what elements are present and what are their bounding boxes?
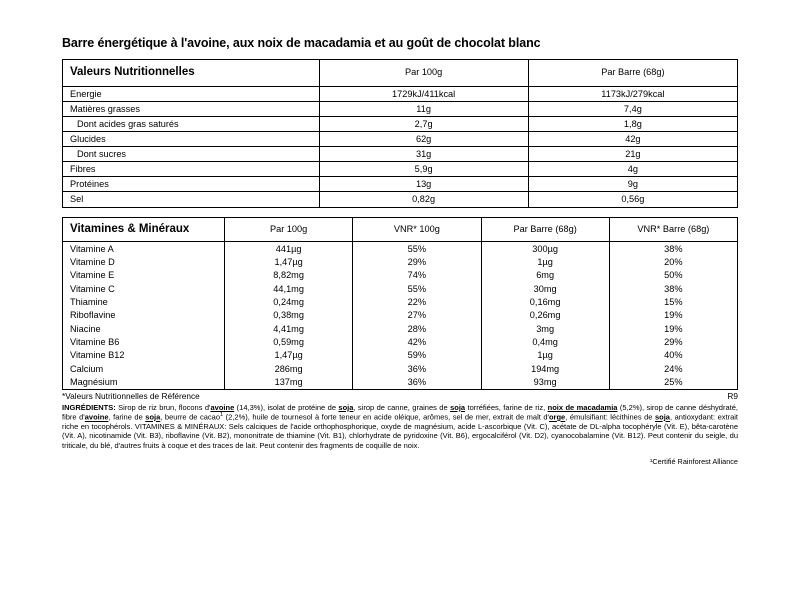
- table-row: [63, 147, 738, 162]
- vitamins-col-header-0: Par 100g: [225, 217, 353, 242]
- vitamin-row-value: 8,82mg: [225, 269, 353, 282]
- ingredients-paragraph: INGRÉDIENTS: Sirop de riz brun, flocons d'avoine (14,3%), isolat de protéine de soja, sirop de canne, graines de soja torréfiées, farine de riz, noix de macadamia (5,2%), sirop de canne déshydraté, fibre d'avoine, farine de soja, beurre de cacao$^1$ (2,2%), huile de tournesol à forte teneur en acide oléique, arômes, sel de mer, extrait de malt d'orge, émulsifiant: lécithines de soja, antioxydant: extrait riche en tocophérols. VITAMINES & MINÉRAUX: Sels calciques de l'acide orthophosphorique, oxyde de magnésium, acide L-ascorbique (Vit. C), acétate de DL-alpha tocophéryle (Vit. E), bêta-carotène (Vit. A), nicotinamide (Vit. B3), riboflavine (Vit. B2), mononitrate de thiamine (Vit. B1), chlorhydrate de pyridoxine (Vit. B6), ergocalciférol (Vit. D2), cyanocobalamine (Vit. B12). Peut contenir du seigle, du triticale, du blé, d'autres fruits à coque et des traces de lait. Peut contenir des fragments de coquille de noix.: [62, 402, 738, 450]
- table-row: [63, 101, 738, 116]
- revision-code: R9: [727, 390, 738, 401]
- table-row: [63, 362, 738, 375]
- vitamin-row-label: Thiamine: [70, 297, 108, 308]
- nutrition-row-value: 7,4g: [528, 101, 737, 116]
- table-row: [63, 116, 738, 131]
- table-row: [63, 375, 738, 389]
- vitamins-table: [62, 217, 738, 390]
- vitamin-row-value: 1,47µg: [225, 256, 353, 269]
- vitamin-row-value: 286mg: [225, 362, 353, 375]
- vitamin-row-value: 300µg: [481, 242, 609, 256]
- nutrition-row-value: 31g: [319, 147, 528, 162]
- vitamin-row-value: 42%: [353, 335, 481, 348]
- vitamins-col-header-2: Par Barre (68g): [481, 217, 609, 242]
- vnr-footnote: *Valeurs Nutritionnelles de Référence: [62, 390, 200, 401]
- table-row: [63, 242, 738, 256]
- nutrition-row-label: Glucides: [63, 131, 320, 146]
- vitamin-row-value: 0,4mg: [481, 335, 609, 348]
- vitamin-row-value: 38%: [609, 282, 737, 295]
- footnote-row: [62, 391, 738, 401]
- vitamin-row-value: 29%: [609, 335, 737, 348]
- table-row: [63, 322, 738, 335]
- table-row: [63, 282, 738, 295]
- nutrition-row-value: 1,8g: [528, 116, 737, 131]
- nutrition-table-header-row: [63, 60, 738, 87]
- vitamin-row-label: Riboflavine: [70, 310, 116, 321]
- table-row: [63, 349, 738, 362]
- vitamin-row-value: 19%: [609, 322, 737, 335]
- nutrition-row-value: 0,82g: [319, 192, 528, 207]
- nutrition-row-label: Matières grasses: [63, 101, 320, 116]
- vitamin-row-label: Vitamine B6: [70, 336, 120, 347]
- table-row: [63, 192, 738, 207]
- vitamin-row-value: 441µg: [225, 242, 353, 256]
- nutrition-col-header-0: Par 100g: [319, 60, 528, 87]
- vitamin-row-value: 25%: [609, 375, 737, 389]
- vitamin-row-label: Vitamine D: [70, 257, 115, 268]
- vitamin-row-value: 6mg: [481, 269, 609, 282]
- nutrition-col-header-1: Par Barre (68g): [528, 60, 737, 87]
- vitamin-row-value: 36%: [353, 362, 481, 375]
- vitamins-col-header-1: VNR* 100g: [353, 217, 481, 242]
- vitamin-row-value: 44,1mg: [225, 282, 353, 295]
- vitamin-row-value: 93mg: [481, 375, 609, 389]
- vitamin-row-value: 22%: [353, 296, 481, 309]
- nutrition-row-label: Dont acides gras saturés: [63, 116, 320, 131]
- vitamin-row-value: 194mg: [481, 362, 609, 375]
- table-row: [63, 86, 738, 101]
- table-row: [63, 162, 738, 177]
- vitamin-row-value: 19%: [609, 309, 737, 322]
- vitamin-row-label: Calcium: [70, 363, 104, 374]
- vitamin-row-value: 36%: [353, 375, 481, 389]
- vitamin-row-value: 38%: [609, 242, 737, 256]
- vitamin-row-value: 0,16mg: [481, 296, 609, 309]
- nutrition-table: [62, 59, 738, 208]
- table-row: [63, 269, 738, 282]
- vitamin-row-value: 137mg: [225, 375, 353, 389]
- nutrition-row-value: 0,56g: [528, 192, 737, 207]
- vitamins-table-header-row: [63, 217, 738, 242]
- nutrition-row-label: Protéines: [63, 177, 320, 192]
- vitamins-col-header-3: VNR* Barre (68g): [609, 217, 737, 242]
- vitamin-row-value: 24%: [609, 362, 737, 375]
- vitamin-row-label: Vitamine C: [70, 283, 115, 294]
- vitamin-row-value: 40%: [609, 349, 737, 362]
- table-row: [63, 309, 738, 322]
- nutrition-row-value: 2,7g: [319, 116, 528, 131]
- vitamin-row-value: 0,26mg: [481, 309, 609, 322]
- nutrition-row-value: 21g: [528, 147, 737, 162]
- vitamin-row-value: 55%: [353, 242, 481, 256]
- nutrition-row-value: 62g: [319, 131, 528, 146]
- vitamins-table-title: Vitamines & Minéraux: [70, 222, 190, 235]
- vitamin-row-value: 30mg: [481, 282, 609, 295]
- vitamin-row-value: 74%: [353, 269, 481, 282]
- nutrition-row-value: 9g: [528, 177, 737, 192]
- certification-footnote: ¹Certifié Rainforest Alliance: [649, 457, 738, 467]
- table-row: [63, 177, 738, 192]
- vitamin-row-value: 29%: [353, 256, 481, 269]
- vitamin-row-value: 20%: [609, 256, 737, 269]
- nutrition-row-value: 42g: [528, 131, 737, 146]
- vitamin-row-label: Magnésium: [70, 376, 118, 387]
- nutrition-row-value: 1729kJ/411kcal: [319, 86, 528, 101]
- nutrition-table-title: Valeurs Nutritionnelles: [70, 66, 195, 78]
- vitamin-row-value: 3mg: [481, 322, 609, 335]
- vitamin-row-value: 55%: [353, 282, 481, 295]
- nutrition-row-value: 13g: [319, 177, 528, 192]
- nutrition-row-label: Energie: [70, 88, 102, 99]
- vitamin-row-value: 27%: [353, 309, 481, 322]
- table-row: [63, 131, 738, 146]
- vitamin-row-value: 1µg: [481, 349, 609, 362]
- vitamin-row-label: Vitamine E: [70, 270, 115, 281]
- vitamin-row-value: 0,24mg: [225, 296, 353, 309]
- nutrition-row-value: 4g: [528, 162, 737, 177]
- nutrition-row-label: Sel: [63, 192, 320, 207]
- table-gap: [62, 208, 738, 217]
- vitamin-row-value: 1µg: [481, 256, 609, 269]
- page-title: Barre énergétique à l'avoine, aux noix de macadamia et au goût de chocolat blanc: [62, 36, 541, 50]
- table-row: [63, 335, 738, 348]
- vitamin-row-value: 59%: [353, 349, 481, 362]
- vitamin-row-value: 4,41mg: [225, 322, 353, 335]
- vitamin-row-value: 0,59mg: [225, 335, 353, 348]
- vitamin-row-value: 0,38mg: [225, 309, 353, 322]
- vitamin-row-value: 28%: [353, 322, 481, 335]
- nutrition-row-value: 5,9g: [319, 162, 528, 177]
- vitamin-row-label: Vitamine B12: [70, 350, 125, 361]
- table-row: [63, 256, 738, 269]
- nutrition-row-label: Fibres: [63, 162, 320, 177]
- vitamin-row-label: Vitamine A: [70, 243, 114, 254]
- vitamin-row-value: 1,47µg: [225, 349, 353, 362]
- nutrition-row-label: Dont sucres: [63, 147, 320, 162]
- nutrition-row-value: 1173kJ/279kcal: [528, 86, 737, 101]
- nutrition-row-value: 11g: [319, 101, 528, 116]
- table-row: [63, 296, 738, 309]
- vitamin-row-value: 15%: [609, 296, 737, 309]
- vitamin-row-value: 50%: [609, 269, 737, 282]
- vitamin-row-label: Niacine: [70, 323, 101, 334]
